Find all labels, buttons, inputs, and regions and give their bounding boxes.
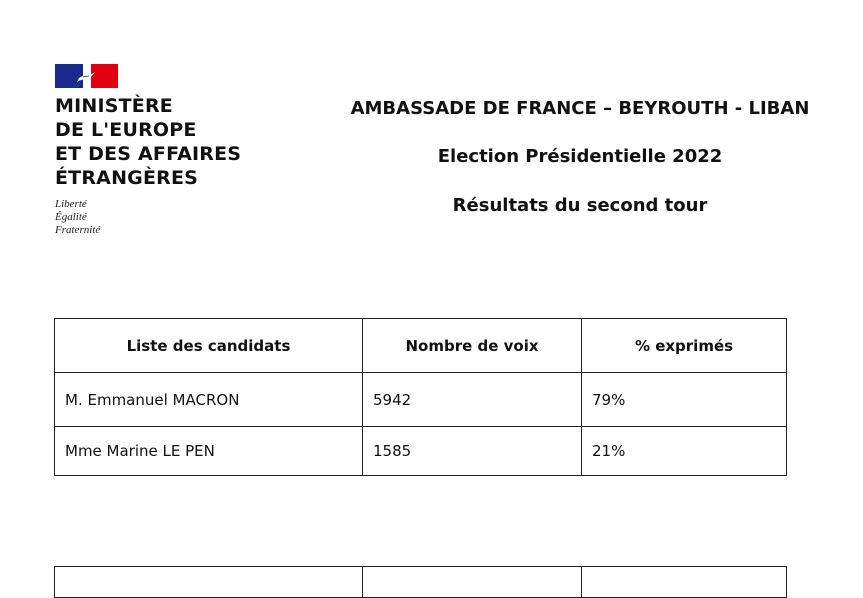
vote-percent: 21% (582, 427, 787, 476)
ministry-line: ÉTRANGÈRES (55, 167, 199, 189)
ministry-name (55, 94, 275, 190)
ministry-line: ET DES AFFAIRES (55, 143, 242, 165)
column-header-candidates: Liste des candidats (55, 319, 363, 373)
republic-motto (55, 198, 275, 237)
embassy-title: AMBASSADE DE FRANCE – BEYROUTH - LIBAN (350, 98, 810, 119)
motto-fraternite: Fraternité (55, 224, 101, 236)
candidate-name: M. Emmanuel MACRON (55, 373, 363, 427)
vote-percent: 79% (582, 373, 787, 427)
vote-count: 1585 (363, 427, 582, 476)
column-header-percent: % exprimés (582, 319, 787, 373)
ministry-line: DE L'EUROPE (55, 119, 197, 141)
ministry-logo (55, 64, 275, 237)
column-header-votes: Nombre de voix (363, 319, 582, 373)
column-divider (362, 567, 363, 597)
motto-liberte: Liberté (55, 198, 87, 210)
table-row (55, 427, 787, 476)
table-row (55, 373, 787, 427)
table-header-row (55, 319, 787, 373)
election-title: Election Présidentielle 2022 (437, 146, 723, 167)
vote-count: 5942 (363, 373, 582, 427)
column-divider (581, 567, 582, 597)
second-table-top (54, 566, 787, 598)
ministry-line: MINISTÈRE (55, 95, 173, 117)
results-table (54, 318, 787, 476)
marianne-icon (55, 64, 118, 88)
motto-egalite: Égalité (55, 211, 87, 223)
results-title: Résultats du second tour (452, 195, 708, 216)
candidate-name: Mme Marine LE PEN (55, 427, 363, 476)
